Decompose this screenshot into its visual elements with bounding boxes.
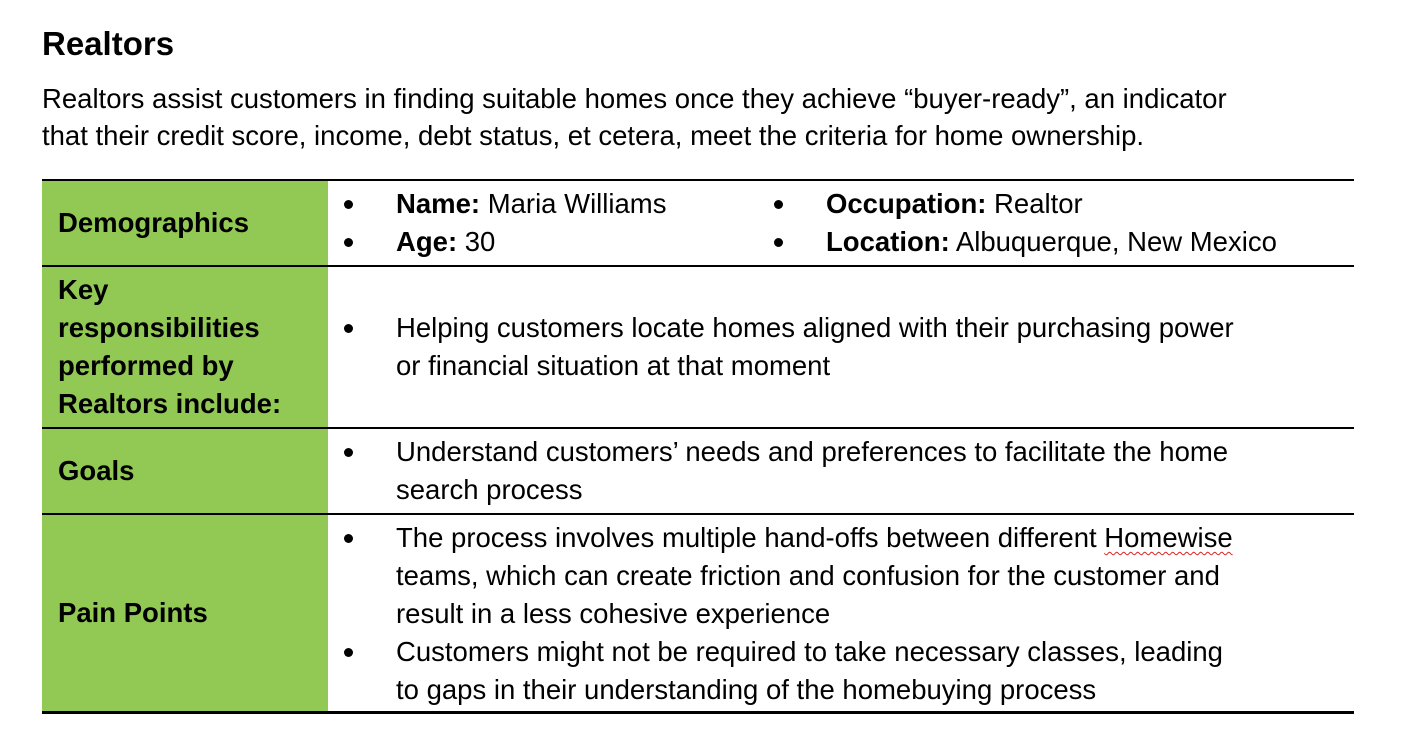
goals-row	[42, 429, 1354, 515]
occupation-label: Occupation:	[826, 188, 987, 219]
pain-points-list	[330, 519, 1338, 709]
pain-points-content	[330, 515, 1354, 711]
list-item	[330, 519, 1338, 633]
bullet-icon	[344, 324, 353, 333]
demographics-list-left	[330, 185, 760, 261]
list-item-text: Helping customers locate homes aligned with their purchasing power	[396, 312, 1234, 343]
list-item-text: result in a less cohesive experience	[396, 598, 831, 629]
responsibilities-content	[330, 267, 1354, 427]
name-label: Name:	[396, 188, 481, 219]
pain-points-row	[42, 515, 1354, 714]
list-item	[330, 223, 760, 261]
demographics-list-right	[760, 185, 1338, 261]
responsibilities-row	[42, 267, 1354, 429]
occupation-value: Realtor	[986, 188, 1083, 219]
age-value: 30	[457, 226, 496, 257]
demographics-row	[42, 181, 1354, 267]
bullet-icon	[344, 648, 353, 657]
bullet-icon	[344, 238, 353, 247]
intro-line-1: Realtors assist customers in finding suitable homes once they achieve “buyer-ready”, an indicator	[42, 83, 1227, 114]
intro-line-2: that their credit score, income, debt status, et cetera, meet the criteria for home ownership.	[42, 120, 1145, 151]
pain-points-label: Pain Points	[42, 515, 330, 711]
bullet-icon	[774, 200, 783, 209]
list-item-text: search process	[396, 474, 583, 505]
bullet-icon	[344, 200, 353, 209]
list-item-text: teams, which can create friction and confusion for the customer and	[396, 560, 1220, 591]
list-item-text: Understand customers’ needs and preferences to facilitate the home	[396, 436, 1229, 467]
location-value: Albuquerque, New Mexico	[949, 226, 1277, 257]
responsibilities-label-line: responsibilities	[58, 312, 260, 343]
bullet-icon	[774, 238, 783, 247]
list-item-text: The process involves multiple hand-offs between different	[396, 522, 1105, 553]
list-item	[760, 185, 1338, 223]
goals-content	[330, 429, 1354, 513]
responsibilities-label-line: performed by	[58, 350, 234, 381]
responsibilities-label	[42, 267, 330, 427]
list-item-text: or financial situation at that moment	[396, 350, 831, 381]
list-item-text: to gaps in their understanding of the homebuying process	[396, 674, 1097, 705]
goals-label: Goals	[42, 429, 330, 513]
spellcheck-word[interactable]: Homewise	[1104, 522, 1233, 553]
list-item	[330, 185, 760, 223]
bullet-icon	[344, 448, 353, 457]
list-item	[760, 223, 1338, 261]
list-item	[330, 633, 1338, 709]
list-item	[330, 309, 1338, 385]
intro-paragraph	[42, 80, 1372, 154]
location-label: Location:	[826, 226, 950, 257]
demographics-label: Demographics	[42, 181, 330, 265]
list-item	[330, 433, 1338, 509]
persona-table	[42, 179, 1354, 714]
bullet-icon	[344, 534, 353, 543]
page-heading: Realtors	[42, 25, 175, 62]
demographics-content	[330, 181, 1354, 265]
responsibilities-label-line: Key	[58, 274, 109, 305]
age-label: Age:	[396, 226, 458, 257]
goals-list	[330, 433, 1338, 509]
name-value: Maria Williams	[480, 188, 667, 219]
responsibilities-list	[330, 309, 1338, 385]
responsibilities-label-line: Realtors include:	[58, 388, 282, 419]
list-item-text: Customers might not be required to take necessary classes, leading	[396, 636, 1223, 667]
